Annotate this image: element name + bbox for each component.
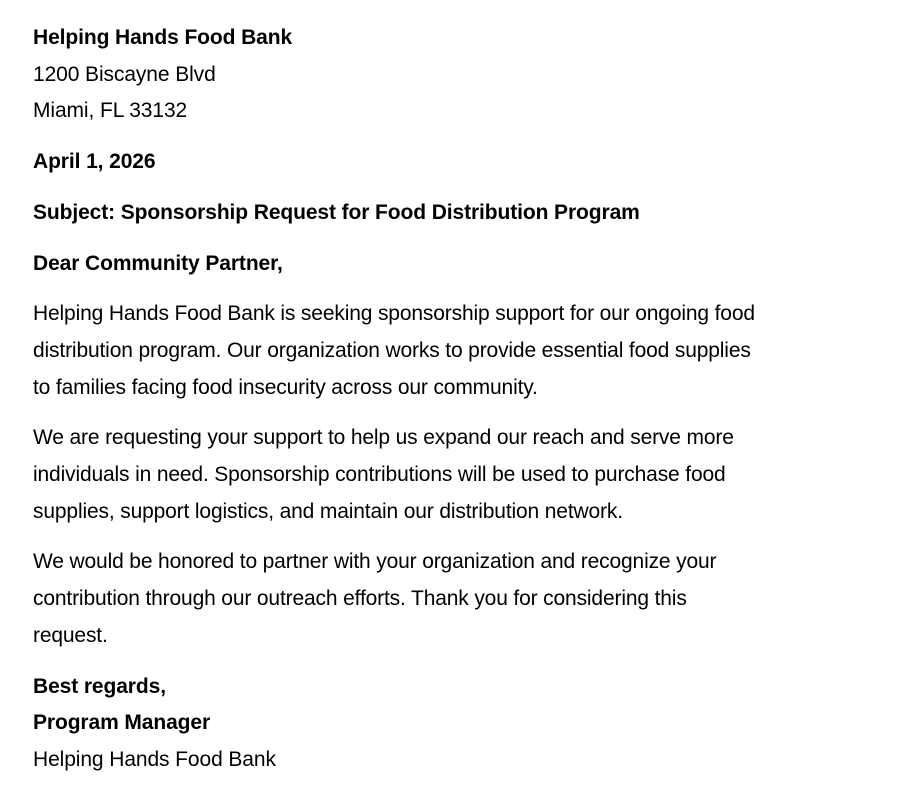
paragraph-line: Helping Hands Food Bank is seeking sponsorship support for our ongoing food [33, 302, 755, 326]
paragraph-line: individuals in need. Sponsorship contributions will be used to purchase food [33, 463, 726, 487]
signer-organization: Helping Hands Food Bank [33, 747, 276, 771]
paragraph-line: distribution program. Our organization works to provide essential food supplies [33, 338, 751, 362]
letter-salutation: Dear Community Partner, [33, 251, 283, 275]
closing-valediction: Best regards, [33, 674, 166, 698]
paragraph-line: contribution through our outreach efforts. Thank you for considering this [33, 587, 687, 611]
paragraph-line: We are requesting your support to help us expand our reach and serve more [33, 426, 734, 450]
paragraph-line: request. [33, 623, 108, 647]
sender-name: Helping Hands Food Bank [33, 26, 293, 49]
sender-address-line1: 1200 Biscayne Blvd [33, 62, 216, 86]
signer-title: Program Manager [33, 711, 211, 735]
body-paragraph-1 [33, 296, 873, 406]
sender-block [33, 20, 873, 130]
paragraph-line: We would be honored to partner with your organization and recognize your [33, 550, 717, 574]
letter-subject: Subject: Sponsorship Request for Food Distribution Program [33, 200, 640, 224]
body-paragraph-2 [33, 420, 873, 530]
paragraph-line: to families facing food insecurity across our community. [33, 375, 538, 399]
closing-block [33, 669, 873, 779]
sender-address-line2: Miami, FL 33132 [33, 99, 188, 123]
body-paragraph-3 [33, 544, 873, 654]
paragraph-line: supplies, support logistics, and maintain our distribution network. [33, 499, 623, 523]
letter-date: April 1, 2026 [33, 150, 156, 174]
